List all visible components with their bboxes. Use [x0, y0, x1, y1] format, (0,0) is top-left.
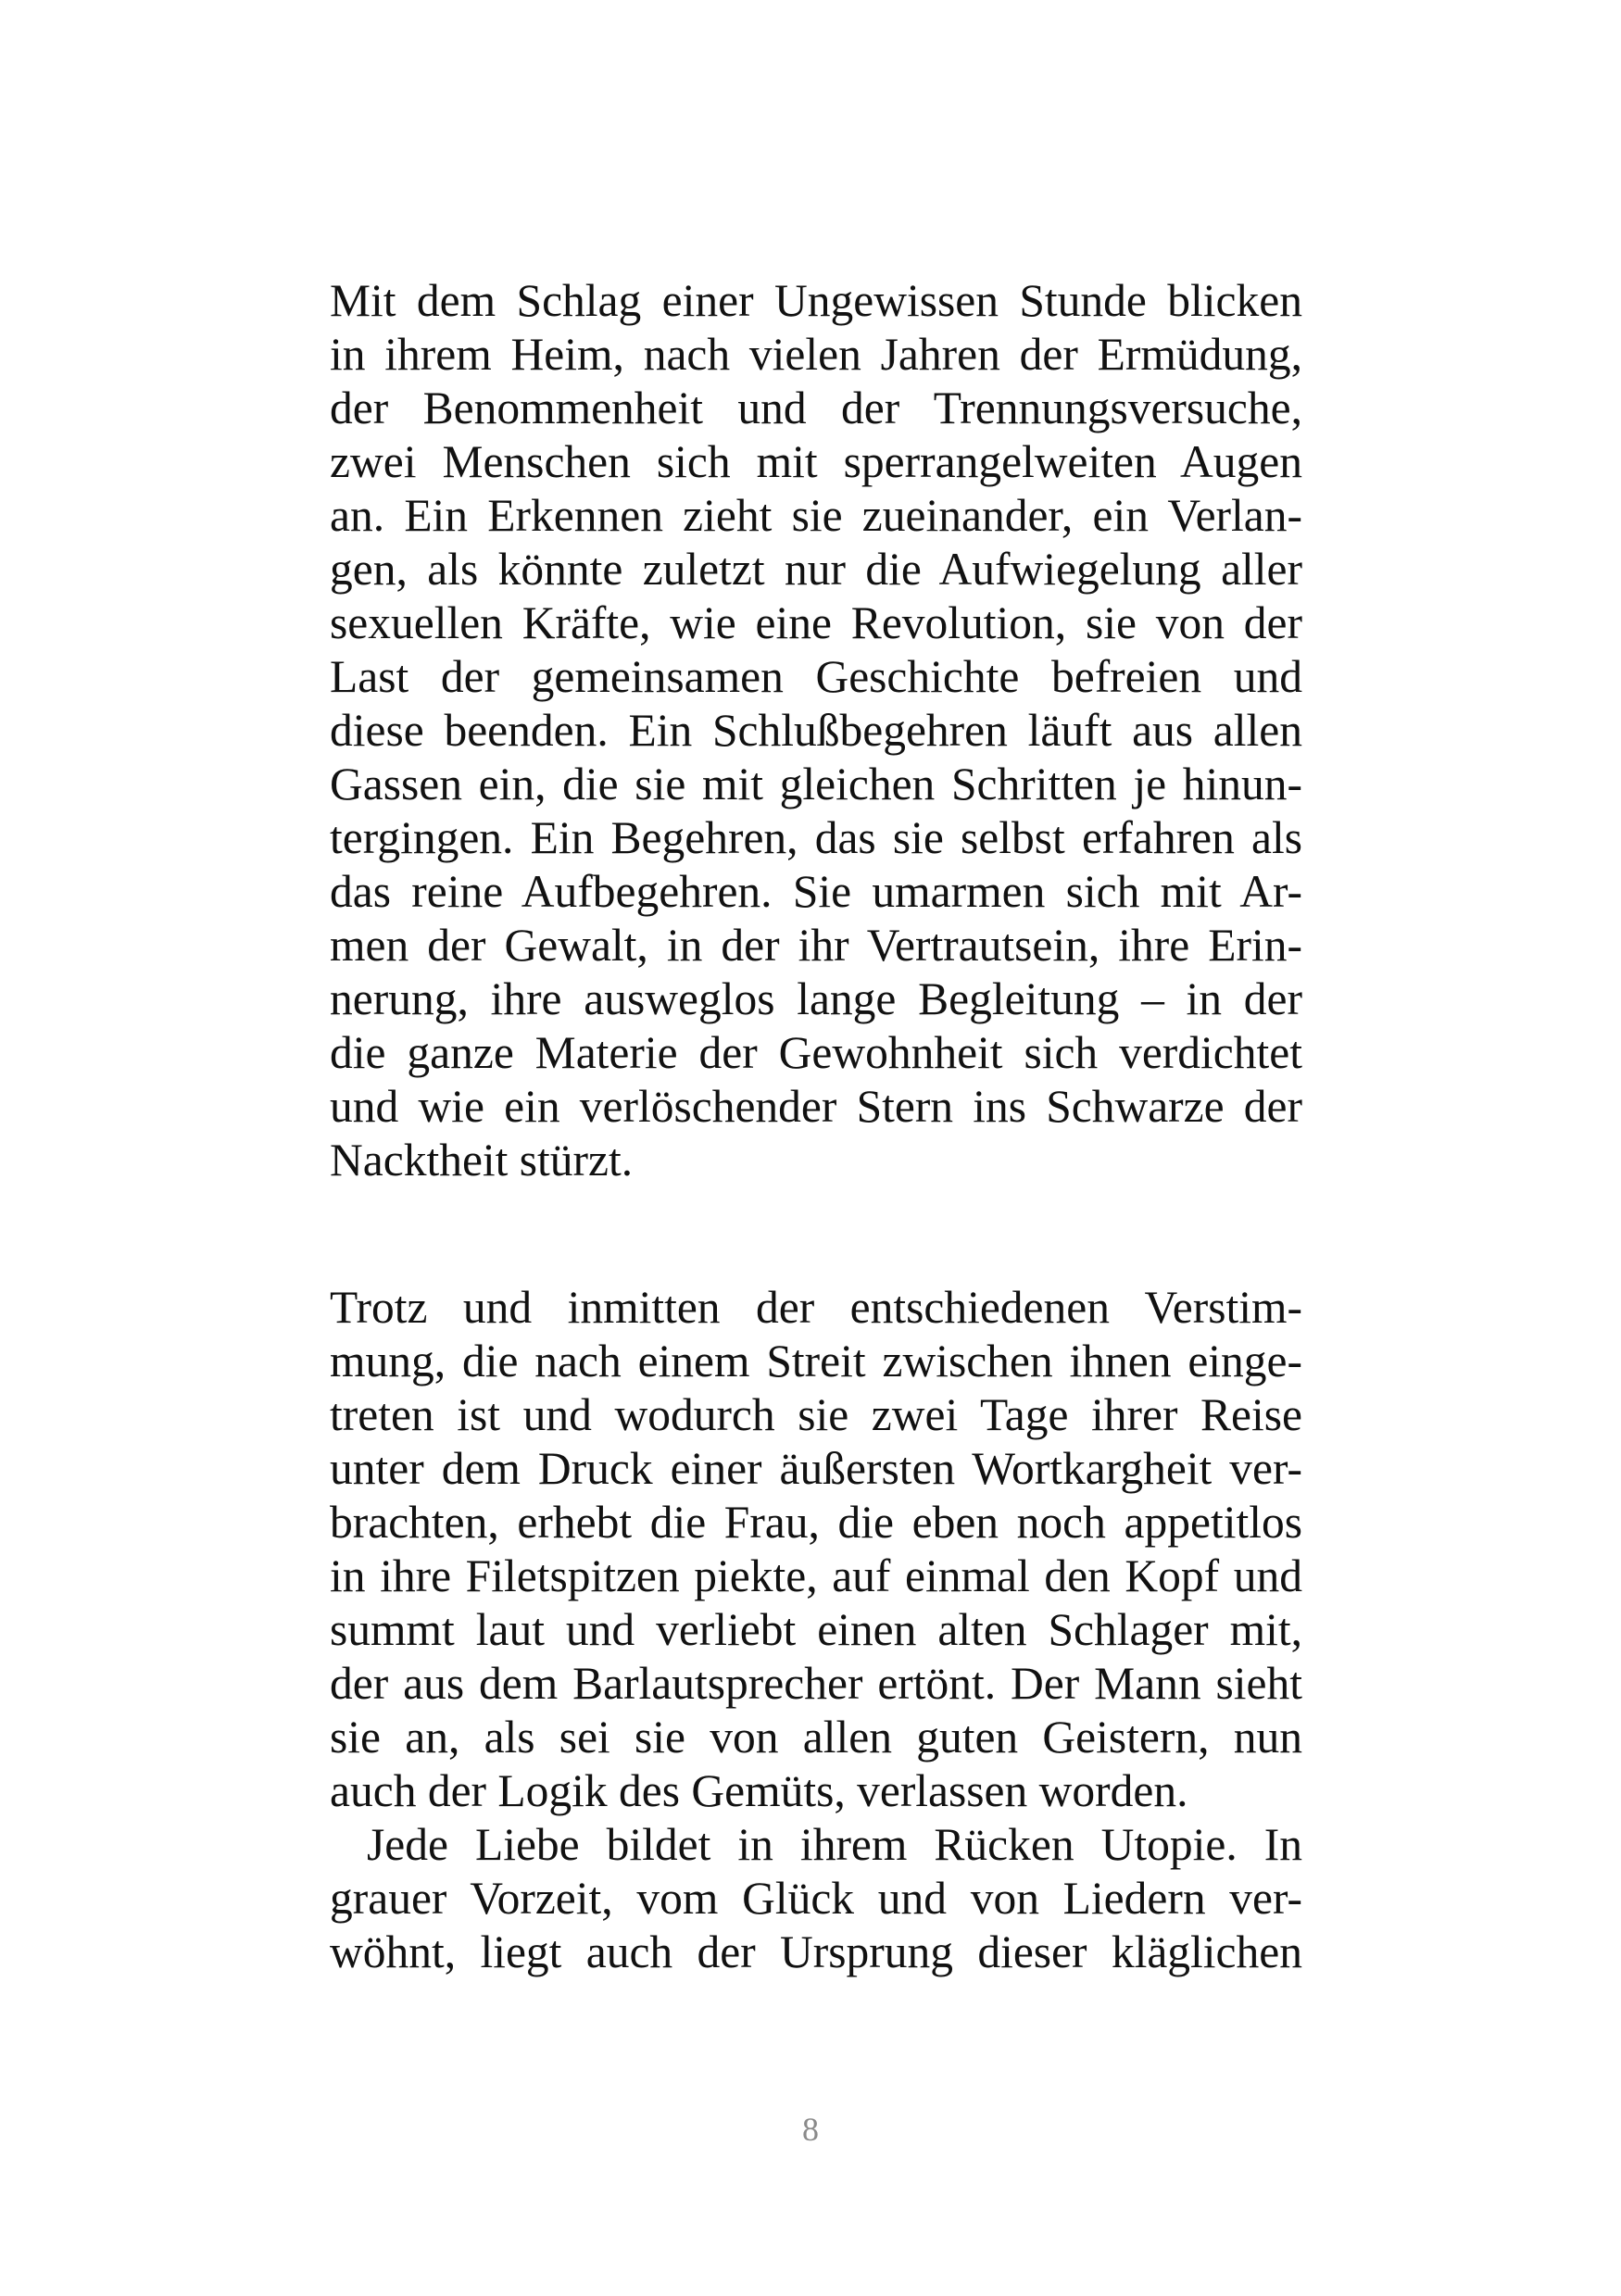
text-line: Mit dem Schlag einer Ungewissen Stunde blicken: [330, 275, 1302, 326]
text-line: Last der gemeinsamen Geschichte befreien und: [330, 651, 1302, 702]
text-line: diese beenden. Ein Schlußbegehren läuft aus allen: [330, 705, 1302, 756]
text-line: summt laut und verliebt einen alten Schlager mit,: [330, 1604, 1302, 1655]
text-line: in ihrem Heim, nach vielen Jahren der Ermüdung,: [330, 329, 1302, 380]
text-line: auch der Logik des Gemüts, verlassen worden.: [330, 1765, 1188, 1816]
text-line: grauer Vorzeit, vom Glück und von Liedern ver-: [330, 1873, 1302, 1924]
text-line: in ihre Filetspitzen piekte, auf einmal den Kopf und: [330, 1550, 1302, 1601]
text-line: an. Ein Erkennen zieht sie zueinander, ein Verlan-: [330, 490, 1302, 541]
text-line: wöhnt, liegt auch der Ursprung dieser kläglichen: [330, 1926, 1302, 1977]
text-line: das reine Aufbegehren. Sie umarmen sich mit Ar-: [330, 866, 1302, 917]
text-line: men der Gewalt, in der ihr Vertrautsein, ihre Erin-: [330, 920, 1302, 971]
text-line: Gassen ein, die sie mit gleichen Schritten je hinun-: [330, 759, 1302, 809]
text-line: brachten, erhebt die Frau, die eben noch appetitlos: [330, 1497, 1302, 1548]
text-line: unter dem Druck einer äußersten Wortkargheit ver-: [330, 1443, 1302, 1494]
text-line: Jede Liebe bildet in ihrem Rücken Utopie. In: [367, 1819, 1302, 1870]
text-line: sie an, als sei sie von allen guten Geistern, nun: [330, 1712, 1302, 1763]
text-line: die ganze Materie der Gewohnheit sich verdichtet: [330, 1027, 1302, 1078]
text-line: und wie ein verlöschender Stern ins Schwarze der: [330, 1081, 1302, 1132]
paragraph-2: [330, 1281, 1302, 1979]
text-line: Nacktheit stürzt.: [330, 1135, 634, 1186]
text-line: der aus dem Barlautsprecher ertönt. Der Mann sieht: [330, 1658, 1302, 1709]
text-line: sexuellen Kräfte, wie eine Revolution, sie von der: [330, 597, 1302, 648]
text-line: mung, die nach einem Streit zwischen ihnen einge-: [330, 1336, 1302, 1386]
text-line: der Benommenheit und der Trennungsversuche,: [330, 383, 1302, 433]
text-line: tergingen. Ein Begehren, das sie selbst erfahren als: [330, 812, 1302, 863]
text-line: treten ist und wodurch sie zwei Tage ihrer Reise: [330, 1389, 1302, 1440]
text-line: zwei Menschen sich mit sperrangelweiten Augen: [330, 436, 1302, 487]
page-number: 8: [802, 2111, 819, 2148]
text-line: gen, als könnte zuletzt nur die Aufwiegelung aller: [330, 544, 1302, 595]
text-line: nerung, ihre ausweglos lange Begleitung – in der: [330, 973, 1302, 1024]
paragraph-1: [330, 274, 1302, 1187]
text-line: Trotz und inmitten der entschiedenen Verstim-: [330, 1282, 1302, 1333]
